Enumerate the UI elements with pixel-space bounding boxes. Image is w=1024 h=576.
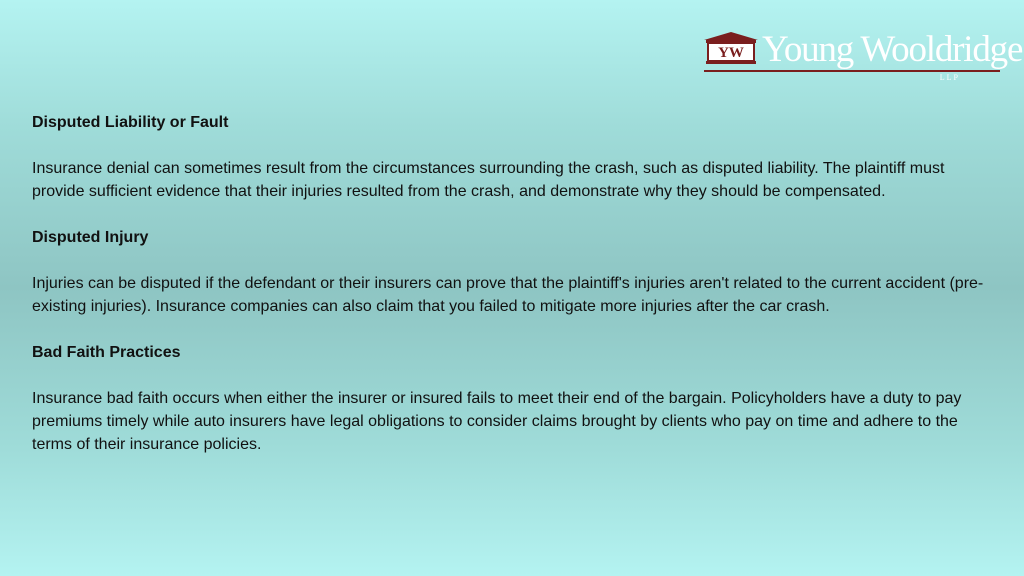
building-columns-icon [704,32,758,66]
section-heading-liability: Disputed Liability or Fault [32,114,229,131]
section-body-bad-faith: Insurance bad faith occurs when either the insurer or insured fails to meet their end of the bargain. Policyholders have a duty to pay premiums timely while auto insurers have legal obligations to consider claims brought by clients who pay on time and adhere to the terms of their insurance policies. [32,390,962,453]
section-heading-injury: Disputed Injury [32,229,149,246]
logo-monogram: YW [718,45,744,61]
firm-logo [704,29,1023,82]
logo-rule [704,70,1000,72]
slide-content [32,111,997,479]
logo-suffix: LLP [939,73,960,82]
section-body-injury: Injuries can be disputed if the defendant or their insurers can prove that the plaintiff's injuries aren't related to the current accident (pre-existing injuries). Insurance companies can also claim that you failed to mitigate more injuries after the car crash. [32,275,984,315]
logo-wordmark: Young Wooldridge [762,29,1023,70]
section-heading-bad-faith: Bad Faith Practices [32,344,181,361]
section-body-liability: Insurance denial can sometimes result from the circumstances surrounding the crash, such as disputed liability. The plaintiff must provide sufficient evidence that their injuries resulted from the crash, and demonstrate why they should be compensated. [32,160,945,200]
